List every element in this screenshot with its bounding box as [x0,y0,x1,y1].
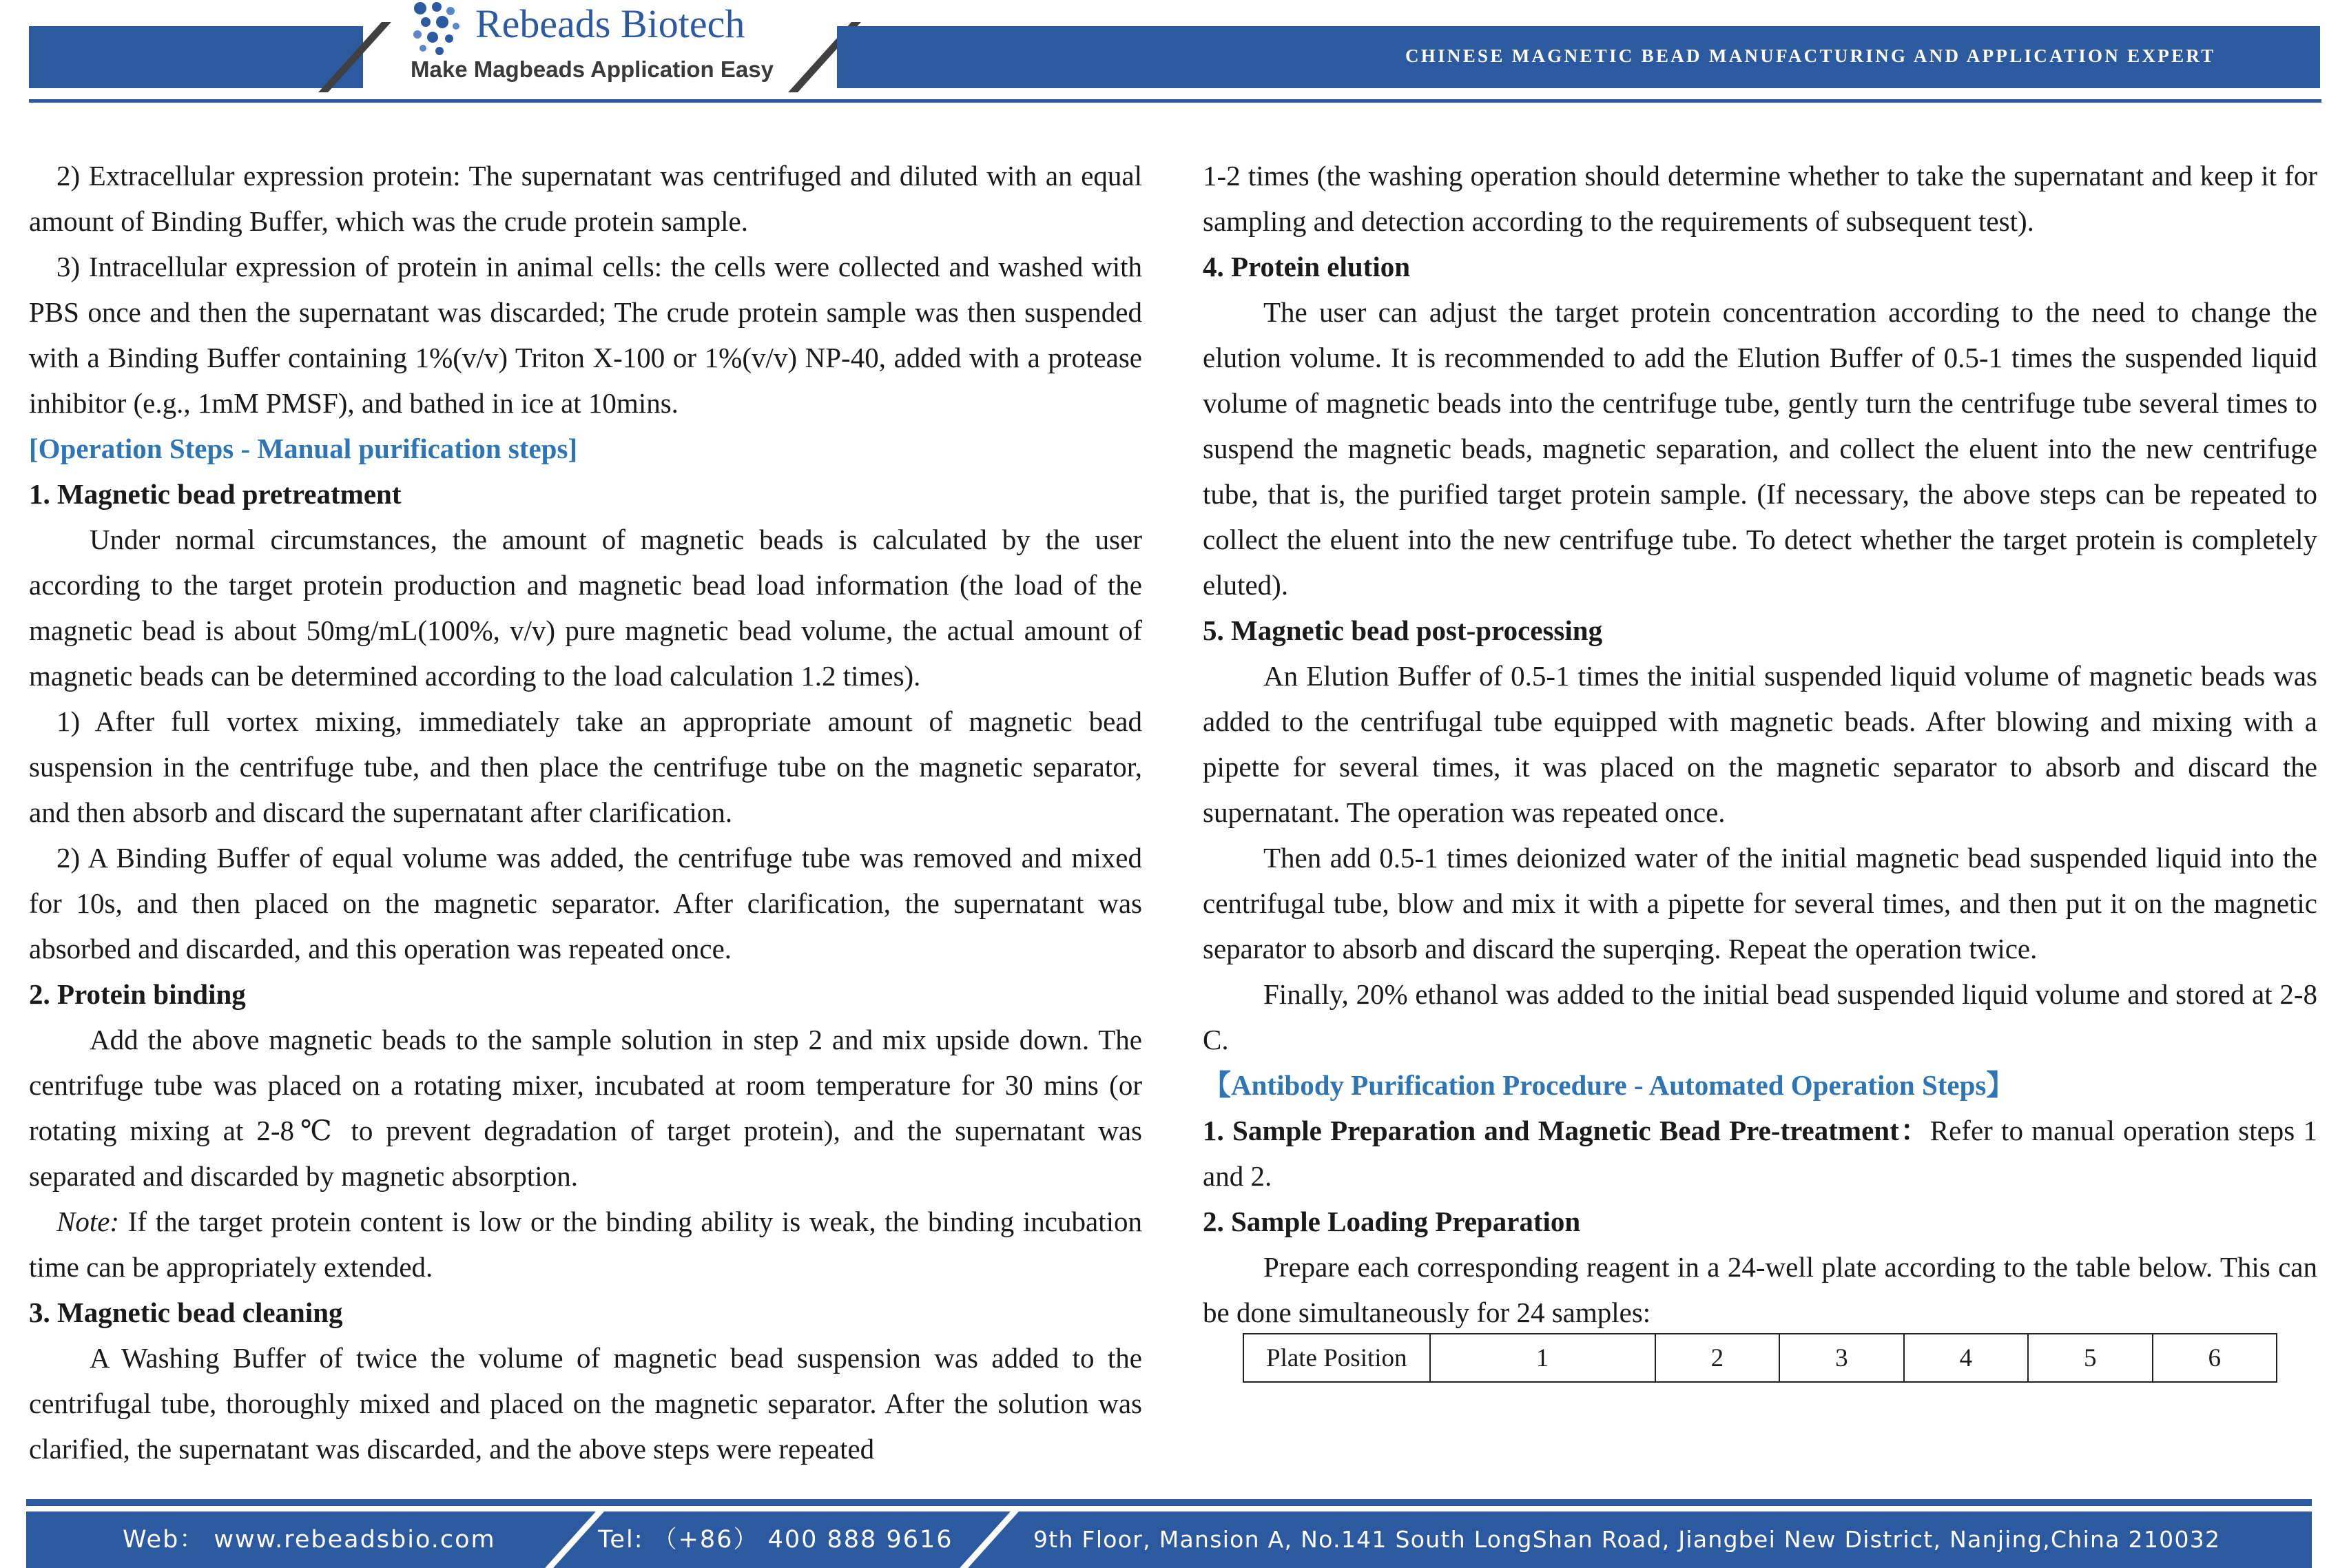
note-label: Note: [56,1206,120,1237]
paragraph: Prepare each corresponding reagent in a 24-well plate according to the table below. This can be done simultaneously for 24 samples: [1203,1251,2317,1328]
footer-web: Web： www.rebeadsbio.com [123,1526,496,1554]
paragraph: 1) After full vortex mixing, immediately take an appropriate amount of magnetic bead suspension in the centrifuge tube, and then place the centrifuge tube on the magnetic separator, and then absorb and discard the supernatant after clarification. [29,705,1142,828]
paragraph: An Elution Buffer of 0.5-1 times the initial suspended liquid volume of magnetic beads was added to the centrifugal tube equipped with magnetic beads. After blowing and mixing with a pipette for several times, it was placed on the magnetic separator to absorb and discard the supernatant. The operation was repeated once. [1203,660,2317,828]
paragraph: 1-2 times (the washing operation should determine whether to take the supernatant and keep it for sampling and detection according to the requirements of subsequent test). [1203,160,2317,237]
step-heading: 2. Protein binding [29,978,246,1010]
section-title-automated: 【Antibody Purification Procedure - Automated Operation Steps】 [1203,1069,2015,1101]
note-text: If the target protein content is low or the binding ability is weak, the binding incubation time can be appropriately extended. [29,1206,1142,1283]
company-name: Rebeads Biotech [475,1,745,46]
table-cell: 5 [2028,1334,2152,1382]
right-column [1203,153,2317,1335]
header-tagline: CHINESE MAGNETIC BEAD MANUFACTURING AND APPLICATION EXPERT [1405,45,2216,66]
table-header-cell: Plate Position [1243,1334,1430,1382]
step-heading: 2. Sample Loading Preparation [1203,1206,1581,1237]
table-cell: 1 [1430,1334,1655,1382]
company-slogan: Make Magbeads Application Easy [411,56,774,82]
step-paragraph [1203,1108,2317,1199]
paragraph: 2) A Binding Buffer of equal volume was added, the centrifuge tube was removed and mixed for 10s, and then placed on the magnetic separator. After clarification, the supernatant was absorbed and discarded, and this operation was repeated once. [29,842,1142,964]
page-header [0,0,2349,110]
table-cell: 4 [1904,1334,2028,1382]
plate-position-table [1243,1333,2277,1383]
paragraph: The user can adjust the target protein concentration according to the need to change the elution volume. It is recommended to add the Elution Buffer of 0.5-1 times the suspended liquid volume of magnetic beads into the centrifuge tube, gently turn the centrifuge tube several times to suspend the magnetic beads, magnetic separation, and collect the eluent into the new centrifuge tube, that is, the purified target protein sample. (If necessary, the above steps can be repeated to collect the eluent into the new centrifuge tube. To detect whether the target protein is completely eluted). [1203,296,2317,601]
table-cell: 2 [1655,1334,1779,1382]
header-band-left [29,26,363,88]
left-column [29,153,1142,1472]
table-cell: 3 [1779,1334,1903,1382]
header-rule [29,99,2321,103]
paragraph: Finally, 20% ethanol was added to the initial bead suspended liquid volume and stored at 2-8 C. [1203,978,2317,1055]
section-title-manual: [Operation Steps - Manual purification steps] [29,433,578,464]
paragraph: 3) Intracellular expression of protein in animal cells: the cells were collected and washed with PBS once and then the supernatant was discarded; The crude protein sample was then suspended with a Binding Buffer containing 1%(v/v) Triton X-100 or 1%(v/v) NP-40, added with a protease inhibitor (e.g., 1mM PMSF), and bathed in ice at 10mins. [29,251,1142,419]
step-heading: 5. Magnetic bead post-processing [1203,615,1603,646]
paragraph: Add the above magnetic beads to the sample solution in step 2 and mix upside down. The centrifuge tube was placed on a rotating mixer, incubated at room temperature for 30 mins (or rotating mixing at 2-8℃ to prevent degradation of target protein), and the supernatant was separated and discarded by magnetic absorption. [29,1024,1142,1192]
footer-rule [26,1499,2312,1506]
paragraph: 2) Extracellular expression protein: The supernatant was centrifuged and diluted with an equal amount of Binding Buffer, which was the crude protein sample. [29,160,1142,237]
step-heading: 3. Magnetic bead cleaning [29,1297,343,1328]
step-heading: 1. Sample Preparation and Magnetic Bead Pre-treatment： [1203,1115,1930,1146]
paragraph: Under normal circumstances, the amount of magnetic beads is calculated by the user according to the target protein production and magnetic bead load information (the load of the magnetic bead is about 50mg/mL(100%, v/v) pure magnetic bead volume, the actual amount of magnetic beads can be determined according to the load calculation 1.2 times). [29,524,1142,692]
table-row [1243,1334,2277,1382]
step-heading: 1. Magnetic bead pretreatment [29,478,402,510]
note-paragraph [29,1199,1142,1290]
footer-address: 9th Floor, Mansion A, No.141 South LongShan Road, Jiangbei New District, Nanjing,China 210032 [1033,1526,2221,1553]
step-text: Refer to manual operation steps 1 and 2. [1203,1115,2318,1192]
paragraph: A Washing Buffer of twice the volume of magnetic bead suspension was added to the centrifugal tube, thoroughly mixed and placed on the magnetic separator. After the solution was clarified, the supernatant was discarded, and the above steps were repeated [29,1342,1142,1465]
paragraph: Then add 0.5-1 times deionized water of the initial magnetic bead suspended liquid into the centrifugal tube, blow and mix it with a pipette for several times, and then put it on the magnetic separator to absorb and discard the superqing. Repeat the operation twice. [1203,842,2317,964]
footer-tel: Tel: （+86） 400 888 9616 [598,1526,953,1554]
table-cell: 6 [2153,1334,2277,1382]
step-heading: 4. Protein elution [1203,251,1411,282]
